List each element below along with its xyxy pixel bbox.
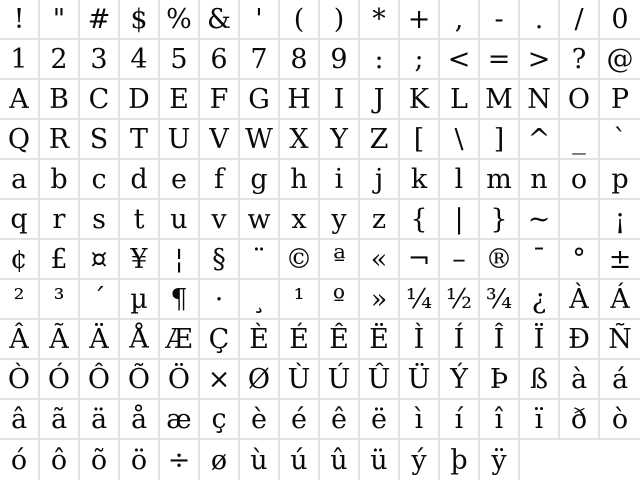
glyph-cell[interactable]: $	[120, 0, 160, 40]
glyph-cell[interactable]: '	[240, 0, 280, 40]
glyph-cell[interactable]: ~	[520, 200, 560, 240]
glyph-cell[interactable]: Y	[320, 120, 360, 160]
glyph-cell[interactable]: G	[240, 80, 280, 120]
glyph-cell[interactable]: z	[360, 200, 400, 240]
glyph-cell[interactable]: §	[200, 240, 240, 280]
glyph-cell[interactable]: þ	[440, 440, 480, 480]
glyph-cell[interactable]: A	[0, 80, 40, 120]
glyph-cell[interactable]: í	[440, 400, 480, 440]
void-cell	[600, 440, 640, 480]
glyph-cell[interactable]: I	[320, 80, 360, 120]
glyph-cell[interactable]: ¾	[480, 280, 520, 320]
glyph-cell[interactable]: \	[440, 120, 480, 160]
glyph-cell[interactable]: {	[400, 200, 440, 240]
glyph-cell[interactable]: »	[360, 280, 400, 320]
glyph-cell[interactable]: K	[400, 80, 440, 120]
glyph-cell[interactable]: "	[40, 0, 80, 40]
glyph-cell[interactable]: :	[360, 40, 400, 80]
glyph-cell[interactable]: D	[120, 80, 160, 120]
glyph-cell[interactable]: m	[480, 160, 520, 200]
glyph-cell[interactable]: ý	[400, 440, 440, 480]
glyph-cell[interactable]: l	[440, 160, 480, 200]
glyph-cell[interactable]: ¯	[520, 240, 560, 280]
glyph-cell[interactable]: Ú	[320, 360, 360, 400]
glyph-cell[interactable]: s	[80, 200, 120, 240]
glyph-cell[interactable]: `	[600, 120, 640, 160]
glyph-cell[interactable]: i	[320, 160, 360, 200]
glyph-cell[interactable]: Ù	[280, 360, 320, 400]
glyph-cell[interactable]: v	[200, 200, 240, 240]
glyph-cell[interactable]: ä	[80, 400, 120, 440]
glyph-cell[interactable]: á	[600, 360, 640, 400]
glyph-cell[interactable]: æ	[160, 400, 200, 440]
glyph-cell[interactable]: Ö	[160, 360, 200, 400]
glyph-cell[interactable]: ø	[200, 440, 240, 480]
glyph-cell[interactable]: ð	[560, 400, 600, 440]
glyph-cell[interactable]: W	[240, 120, 280, 160]
glyph-cell[interactable]: N	[520, 80, 560, 120]
glyph-cell[interactable]: Ó	[40, 360, 80, 400]
glyph-cell[interactable]: à	[560, 360, 600, 400]
glyph-cell[interactable]: Ò	[0, 360, 40, 400]
glyph-cell[interactable]: ¬	[400, 240, 440, 280]
void-cell	[560, 440, 600, 480]
glyph-cell[interactable]: ·	[200, 280, 240, 320]
glyph-cell[interactable]: È	[240, 320, 280, 360]
glyph-cell[interactable]: ¸	[240, 280, 280, 320]
glyph-cell[interactable]: ê	[320, 400, 360, 440]
glyph-cell[interactable]: t	[120, 200, 160, 240]
glyph-cell[interactable]: Í	[440, 320, 480, 360]
glyph-cell[interactable]: Ä	[80, 320, 120, 360]
glyph-cell[interactable]: –	[440, 240, 480, 280]
glyph-cell[interactable]: a	[0, 160, 40, 200]
glyph-cell[interactable]: ç	[200, 400, 240, 440]
glyph-cell[interactable]: (	[280, 0, 320, 40]
glyph-cell[interactable]: L	[440, 80, 480, 120]
glyph-cell[interactable]: 2	[40, 40, 80, 80]
glyph-cell[interactable]: ª	[320, 240, 360, 280]
glyph-cell[interactable]: ù	[240, 440, 280, 480]
glyph-cell[interactable]: É	[280, 320, 320, 360]
glyph-cell[interactable]: õ	[80, 440, 120, 480]
glyph-cell[interactable]: °	[560, 240, 600, 280]
glyph-cell[interactable]: C	[80, 80, 120, 120]
glyph-cell[interactable]: ì	[400, 400, 440, 440]
glyph-cell[interactable]: ¼	[400, 280, 440, 320]
glyph-cell[interactable]: Å	[120, 320, 160, 360]
glyph-cell[interactable]: ¢	[0, 240, 40, 280]
glyph-cell[interactable]: ±	[600, 240, 640, 280]
glyph-cell[interactable]: ß	[520, 360, 560, 400]
glyph-cell[interactable]: ©	[280, 240, 320, 280]
glyph-cell[interactable]: ,	[440, 0, 480, 40]
glyph-cell[interactable]: ÷	[160, 440, 200, 480]
glyph-cell[interactable]: Ø	[240, 360, 280, 400]
glyph-cell[interactable]: 3	[80, 40, 120, 80]
glyph-cell[interactable]: µ	[120, 280, 160, 320]
glyph-cell[interactable]: J	[360, 80, 400, 120]
glyph-cell[interactable]: º	[320, 280, 360, 320]
glyph-cell[interactable]: q	[0, 200, 40, 240]
glyph-cell[interactable]: y	[320, 200, 360, 240]
glyph-cell[interactable]: ï	[520, 400, 560, 440]
glyph-cell[interactable]: Ð	[560, 320, 600, 360]
glyph-cell[interactable]: f	[200, 160, 240, 200]
glyph-cell[interactable]: S	[80, 120, 120, 160]
glyph-cell[interactable]: .	[520, 0, 560, 40]
glyph-cell[interactable]: ¦	[160, 240, 200, 280]
glyph-cell[interactable]: d	[120, 160, 160, 200]
glyph-cell[interactable]: b	[40, 160, 80, 200]
glyph-cell[interactable]: %	[160, 0, 200, 40]
glyph-cell[interactable]: =	[480, 40, 520, 80]
glyph-cell[interactable]: Ü	[400, 360, 440, 400]
glyph-cell[interactable]: 8	[280, 40, 320, 80]
glyph-cell[interactable]: «	[360, 240, 400, 280]
glyph-cell[interactable]: u	[160, 200, 200, 240]
glyph-cell[interactable]: ¹	[280, 280, 320, 320]
glyph-cell[interactable]: F	[200, 80, 240, 120]
glyph-cell[interactable]: E	[160, 80, 200, 120]
glyph-cell[interactable]: ]	[480, 120, 520, 160]
glyph-cell[interactable]: ³	[40, 280, 80, 320]
glyph-cell[interactable]: Ë	[360, 320, 400, 360]
glyph-cell[interactable]: V	[200, 120, 240, 160]
glyph-cell[interactable]: ^	[520, 120, 560, 160]
glyph-cell[interactable]: ô	[40, 440, 80, 480]
glyph-cell[interactable]: Ñ	[600, 320, 640, 360]
glyph-cell[interactable]: T	[120, 120, 160, 160]
glyph-cell[interactable]: Á	[600, 280, 640, 320]
glyph-cell[interactable]: g	[240, 160, 280, 200]
glyph-cell[interactable]: £	[40, 240, 80, 280]
glyph-cell[interactable]: >	[520, 40, 560, 80]
glyph-cell[interactable]: w	[240, 200, 280, 240]
glyph-cell[interactable]: å	[120, 400, 160, 440]
glyph-cell[interactable]: h	[280, 160, 320, 200]
glyph-cell[interactable]: r	[40, 200, 80, 240]
glyph-cell-blank[interactable]	[560, 200, 600, 240]
glyph-cell[interactable]: X	[280, 120, 320, 160]
glyph-cell[interactable]: 1	[0, 40, 40, 80]
glyph-cell[interactable]: Ï	[520, 320, 560, 360]
glyph-cell[interactable]: Õ	[120, 360, 160, 400]
glyph-cell[interactable]: e	[160, 160, 200, 200]
glyph-cell[interactable]: H	[280, 80, 320, 120]
glyph-cell[interactable]: 7	[240, 40, 280, 80]
glyph-cell[interactable]: é	[280, 400, 320, 440]
glyph-cell[interactable]: p	[600, 160, 640, 200]
glyph-cell[interactable]: Þ	[480, 360, 520, 400]
glyph-cell[interactable]: ®	[480, 240, 520, 280]
glyph-cell[interactable]: j	[360, 160, 400, 200]
glyph-cell[interactable]: P	[600, 80, 640, 120]
glyph-cell[interactable]: [	[400, 120, 440, 160]
glyph-cell[interactable]: n	[520, 160, 560, 200]
glyph-cell[interactable]: B	[40, 80, 80, 120]
glyph-cell[interactable]: ö	[120, 440, 160, 480]
glyph-cell[interactable]: è	[240, 400, 280, 440]
glyph-cell[interactable]: û	[320, 440, 360, 480]
glyph-cell[interactable]: 6	[200, 40, 240, 80]
glyph-cell[interactable]: Q	[0, 120, 40, 160]
glyph-cell[interactable]: 0	[600, 0, 640, 40]
void-cell	[520, 440, 560, 480]
glyph-cell[interactable]: +	[400, 0, 440, 40]
glyph-cell[interactable]: ´	[80, 280, 120, 320]
glyph-cell[interactable]: U	[160, 120, 200, 160]
glyph-cell[interactable]: Æ	[160, 320, 200, 360]
glyph-cell[interactable]: Ç	[200, 320, 240, 360]
glyph-cell[interactable]: O	[560, 80, 600, 120]
glyph-cell[interactable]: Ý	[440, 360, 480, 400]
glyph-cell[interactable]: -	[480, 0, 520, 40]
glyph-cell[interactable]: _	[560, 120, 600, 160]
glyph-cell[interactable]: !	[0, 0, 40, 40]
glyph-cell[interactable]: k	[400, 160, 440, 200]
glyph-cell[interactable]: ¡	[600, 200, 640, 240]
glyph-cell[interactable]: M	[480, 80, 520, 120]
glyph-cell[interactable]: |	[440, 200, 480, 240]
glyph-cell[interactable]: R	[40, 120, 80, 160]
glyph-cell[interactable]: ¶	[160, 280, 200, 320]
glyph-cell[interactable]: ¤	[80, 240, 120, 280]
glyph-cell[interactable]: ½	[440, 280, 480, 320]
glyph-cell[interactable]: Z	[360, 120, 400, 160]
glyph-cell[interactable]: 9	[320, 40, 360, 80]
glyph-cell[interactable]: â	[0, 400, 40, 440]
glyph-cell[interactable]: ;	[400, 40, 440, 80]
glyph-cell[interactable]: o	[560, 160, 600, 200]
glyph-cell[interactable]: Ì	[400, 320, 440, 360]
glyph-cell[interactable]: ò	[600, 400, 640, 440]
glyph-cell[interactable]: î	[480, 400, 520, 440]
glyph-cell[interactable]: )	[320, 0, 360, 40]
glyph-cell[interactable]: ¨	[240, 240, 280, 280]
glyph-cell[interactable]: ?	[560, 40, 600, 80]
glyph-cell[interactable]: ã	[40, 400, 80, 440]
glyph-cell[interactable]: Û	[360, 360, 400, 400]
glyph-cell[interactable]: c	[80, 160, 120, 200]
glyph-cell[interactable]: x	[280, 200, 320, 240]
glyph-cell[interactable]: }	[480, 200, 520, 240]
glyph-cell[interactable]: *	[360, 0, 400, 40]
glyph-cell[interactable]: <	[440, 40, 480, 80]
glyph-cell[interactable]: ë	[360, 400, 400, 440]
glyph-cell[interactable]: Â	[0, 320, 40, 360]
glyph-cell[interactable]: @	[600, 40, 640, 80]
glyph-cell[interactable]: ÿ	[480, 440, 520, 480]
glyph-cell[interactable]: #	[80, 0, 120, 40]
glyph-cell[interactable]: ü	[360, 440, 400, 480]
glyph-cell[interactable]: Ê	[320, 320, 360, 360]
glyph-cell[interactable]: ¥	[120, 240, 160, 280]
glyph-cell[interactable]: 5	[160, 40, 200, 80]
glyph-cell[interactable]: Ã	[40, 320, 80, 360]
glyph-cell[interactable]: ú	[280, 440, 320, 480]
glyph-cell[interactable]: À	[560, 280, 600, 320]
glyph-cell[interactable]: ²	[0, 280, 40, 320]
glyph-cell[interactable]: ×	[200, 360, 240, 400]
glyph-cell[interactable]: /	[560, 0, 600, 40]
glyph-cell[interactable]: ó	[0, 440, 40, 480]
glyph-cell[interactable]: Î	[480, 320, 520, 360]
glyph-cell[interactable]: ¿	[520, 280, 560, 320]
glyph-cell[interactable]: 4	[120, 40, 160, 80]
glyph-cell[interactable]: Ô	[80, 360, 120, 400]
glyph-cell[interactable]: &	[200, 0, 240, 40]
